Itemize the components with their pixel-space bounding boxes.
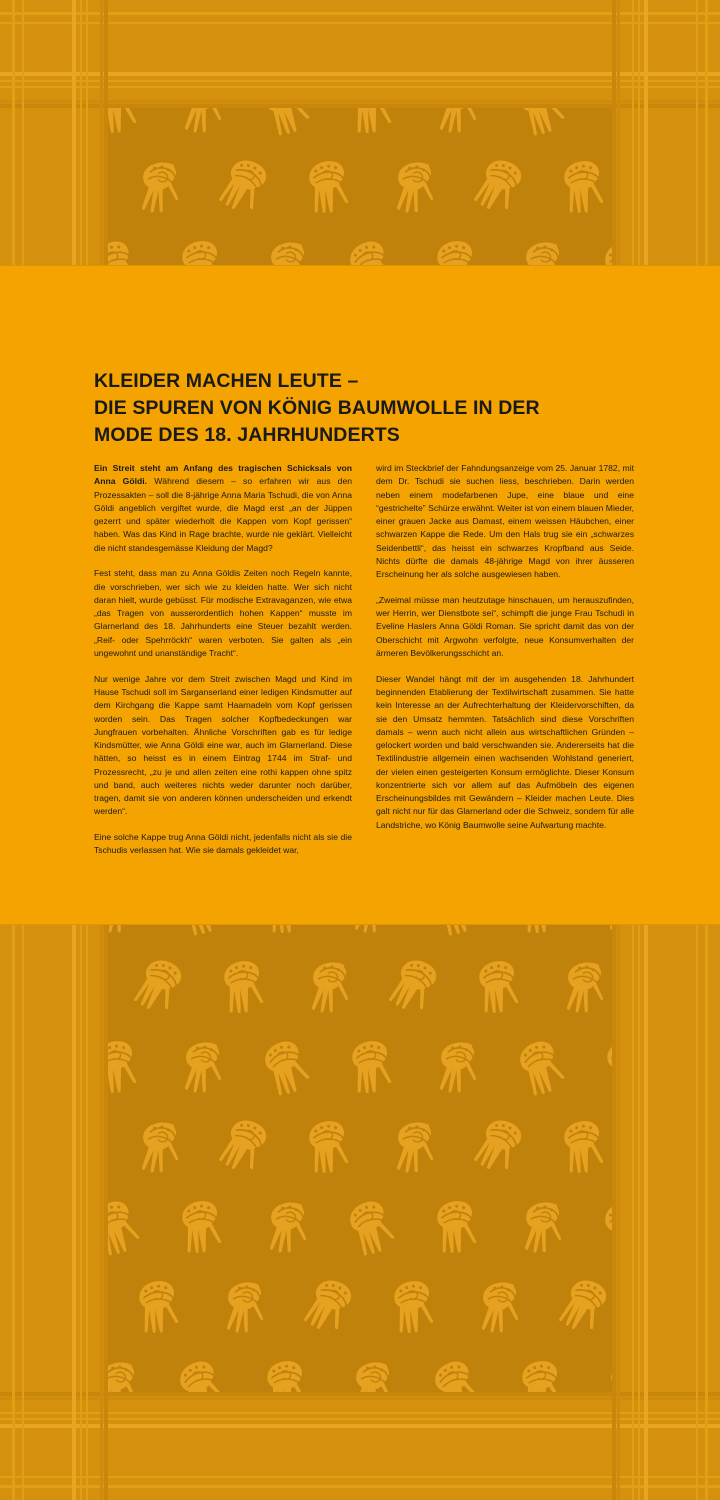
band-top-edge [0,265,720,266]
right-paragraph: Dieser Wandel hängt mit der im ausgehenden 18. Jahrhundert beginnenden Etablierung der Textilwirtschaft zusammen. Sie hatte kein Interesse an der Aufrechterhaltung der Kleidervorschiften, da sie den Umsatz hemmten. Tatsächlich sind diese Vorschriften damals – wenn auch nicht allein aus wirtschaftlichen Gründen – gelockert worden und bald verschwanden sie. Andererseits hat die Textilindustrie allgemein einen wachsenden Wohlstand generiert, der vielen einen gesteigerten Konsum ermöglichte. Dieser Konsum konzentrierte sich vor allem auf das Aufmöbeln des eigenen Erscheinungsbildes mit Gewändern – Kleider machen Leute. Dies galt nicht nur für das Glarnerland oder die Schweiz, sondern für alle Landstriche, wo König Baumwolle seine Aufwartung machte. [376,673,634,830]
paisley-motif-icon [468,956,534,1018]
paisley-motif-icon [298,1116,364,1178]
paisley-motif-icon [205,147,287,227]
left-text-column [94,462,352,858]
paisley-motif-icon [169,1034,238,1100]
page-title [94,368,634,449]
paisley-motif-icon [296,954,365,1020]
paisley-motif-icon [381,154,450,220]
paisley-motif-icon [251,1030,328,1104]
paisley-motif-icon [126,1114,195,1180]
paisley-motif-icon [290,1267,372,1347]
paisley-motif-icon [211,1274,280,1340]
paisley-motif-icon [553,156,619,218]
left-paragraph: Fest steht, dass man zu Anna Göldis Zeiten noch Regeln kannte, die vorschrieben, wer sich wie zu kleiden hatte. Wer sich nicht daran hielt, wurde gebüsst. Für modische Extravaganzen, wie etwa „das Tragen von ausserordentlich hohen Kappen“ musste im Glarnerland des 18. Jahrhunderts eine Steuer bezahlt werden. „Reif- oder Spehrröckh“ waren verboten. Sie galten als „ein ungewohnt und unanständige Tracht“. [94,568,352,658]
lead-in-text: Ein Streit steht am Anfang des tragischen Schicksals von Anna Göldi. [94,463,352,487]
paisley-motif-icon [298,156,364,218]
left-paragraph: Nur wenige Jahre vor dem Streit zwischen Magd und Kind im Hause Tschudi soll im Sarganserland einer ledigen Kindsmutter auf dem Kirchgang die Kappe samt Haarnadeln vom Kopf gerissen worden sein. Das Tragen solcher Kopfbedeckungen war Jungfrauen vorbehalten. Ähnliche Vorschriften gab es für ledige Kindsmütter, wie Anna Göldi eine war, auch im Glarnerland. Diese hätten, so heisst es in einem Eintrag 1744 im Straf- und Prozessrecht, „zu je und allen zeiten eine rothi kappen ohne spitz und band, auch weiteres nichts weder darunter noch darüber, tragen, damit sie von anderen können underscheiden und erkendt werden“. [94,673,352,817]
paisley-motif-icon [341,1036,407,1098]
right-paragraph: wird im Steckbrief der Fahndungsanzeige vom 25. Januar 1782, mit dem Dr. Tschudi sie suchen liess, beschrieben. Darin werden neben einem modefarbenen Jupe, eine blaue und eine “gestrichelte” Schürze erwähnt. Weiter ist von einem blauen Mieder, einer grauen Jacke aus Damast, einem weissen Häubchen, einer schwarzen Kappe die Rede. Um den Hals trug sie ein „schwarzes Seidenbettli“, das heisst ein schwarzes Kropfband aus Seide. Nichts dürfte die damals 48-jährige Magd von ihrer äusseren Erscheinung her als solche ausgewiesen haben. [376,463,634,580]
paisley-motif-icon [381,1114,450,1180]
paisley-motif-icon [551,954,620,1020]
title-line-3: MODE DES 18. JAHRHUNDERTS [94,423,400,446]
paisley-motif-icon [553,1116,619,1178]
paisley-motif-icon [460,1107,542,1187]
paisley-motif-icon [506,1030,583,1104]
left-paragraph: Ein Streit steht am Anfang des tragischen Schicksals von Anna Göldi. Während diesem – so erfahren wir aus den Prozessakten – soll die 8-jährige Anna Maria Tschudi, die von Anna Göldi angeblich vergiftet wurde, die Magd erst „an der Jüppen gezerrt und später wiederholt die Kappen vom Kopf gerissen“ haben. Was das Kind in Rage brachte, wurde nie geklärt. Vielleicht die nicht standesgemässe Kleidung der Magd? [94,463,353,553]
paisley-motif-icon [254,1194,323,1260]
paisley-motif-icon [171,1196,237,1258]
title-line-1: KLEIDER MACHEN LEUTE – [94,370,359,393]
band-bottom-edge [0,924,720,925]
paisley-motif-icon [213,956,279,1018]
right-paragraph: „Zweimal müsse man heutzutage hinschauen, um herauszufinden, wer Herrin, wer Dienstbote sei“, schimpft die junge Frau Tschudi in Eveline Haslers Anna Göldi Roman. Sie spricht damit das von der Oberschicht mit Argwohn verfolgte, neue Konsumverhalten der ärmeren Bevölkerungsschicht an. [376,594,634,658]
paisley-motif-icon [424,1034,493,1100]
left-paragraph: Eine solche Kappe trug Anna Göldi nicht, jedenfalls nicht als sie die Tschudis verlassen hat. Wie sie damals gekleidet war, [94,832,352,856]
paisley-motif-icon [466,1274,535,1340]
text-columns [94,462,634,858]
paisley-motif-icon [383,1276,449,1338]
paisley-motif-icon [126,154,195,220]
content-band [0,265,720,925]
paisley-motif-icon [120,947,202,1027]
paisley-motif-icon [426,1196,492,1258]
right-text-column [376,462,634,858]
paisley-motif-icon [205,1107,287,1187]
paisley-motif-icon [336,1190,413,1264]
paisley-motif-icon [460,147,542,227]
paisley-motif-icon [509,1194,578,1260]
paisley-motif-icon [375,947,457,1027]
paisley-motif-icon [128,1276,194,1338]
title-line-2: DIE SPUREN VON KÖNIG BAUMWOLLE IN DER [94,396,540,419]
